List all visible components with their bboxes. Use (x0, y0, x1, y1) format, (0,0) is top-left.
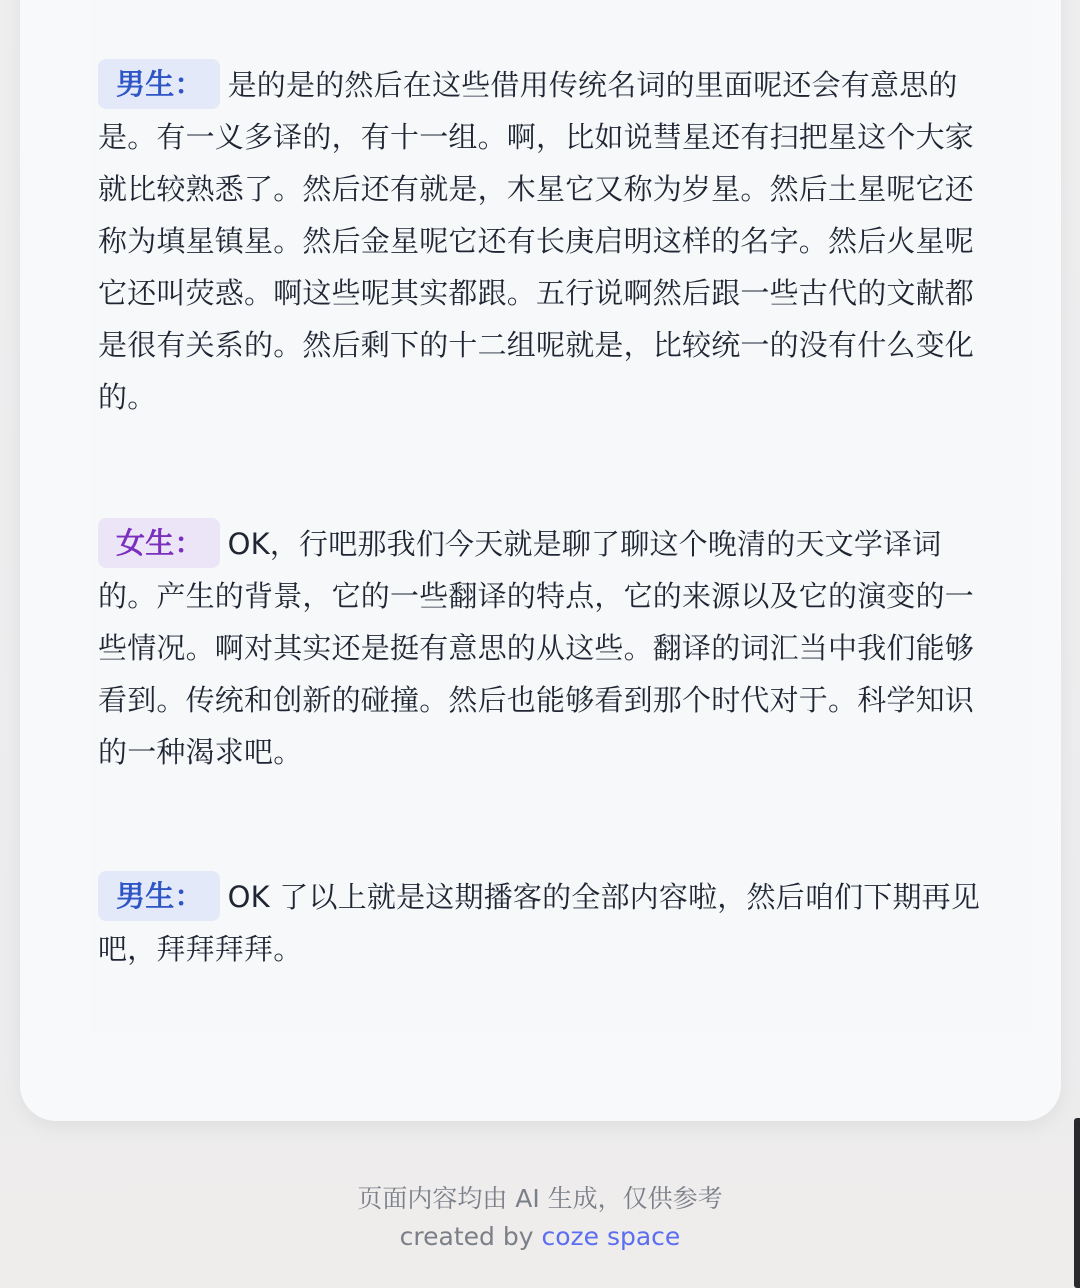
speaker-tag-male: 男生： (98, 871, 220, 921)
coze-space-link[interactable]: coze space (541, 1222, 681, 1251)
created-by-line (0, 1218, 1080, 1256)
transcript-text: 是的是的然后在这些借用传统名词的里面呢还会有意思的是。有一义多译的，有十一组。啊，比如说彗星还有扫把星这个大家就比较熟悉了。然后还有就是，木星它又称为岁星。然后土星呢它还称为填星镇星。然后金星呢它还有长庚启明这样的名字。然后火星呢它还叫荧惑。啊这些呢其实都跟。五行说啊然后跟一些古代的文献都是很有关系的。然后剩下的十二组呢就是，比较统一的没有什么变化的。 (98, 68, 975, 414)
ai-disclaimer: 页面内容均由 AI 生成，仅供参考 (357, 1184, 723, 1213)
page-footer (0, 1180, 1080, 1256)
transcript-entry (98, 871, 986, 975)
transcript-entry (98, 59, 986, 423)
speaker-tag-male: 男生： (98, 59, 220, 109)
transcript-text: OK 了以上就是这期播客的全部内容啦，然后咱们下期再见吧，拜拜拜拜。 (98, 880, 981, 966)
transcript-text: OK，行吧那我们今天就是聊了聊这个晚清的天文学译词的。产生的背景，它的一些翻译的特点，它的来源以及它的演变的一些情况。啊对其实还是挺有意思的从这些。翻译的词汇当中我们能够看到。传统和创新的碰撞。然后也能够看到那个时代对于。科学知识的一种渴求吧。 (98, 527, 975, 769)
transcript-entry (98, 518, 986, 778)
speaker-tag-female: 女生： (98, 518, 220, 568)
created-by-prefix: created by (399, 1222, 534, 1251)
scrollbar-thumb[interactable] (1074, 1118, 1080, 1288)
